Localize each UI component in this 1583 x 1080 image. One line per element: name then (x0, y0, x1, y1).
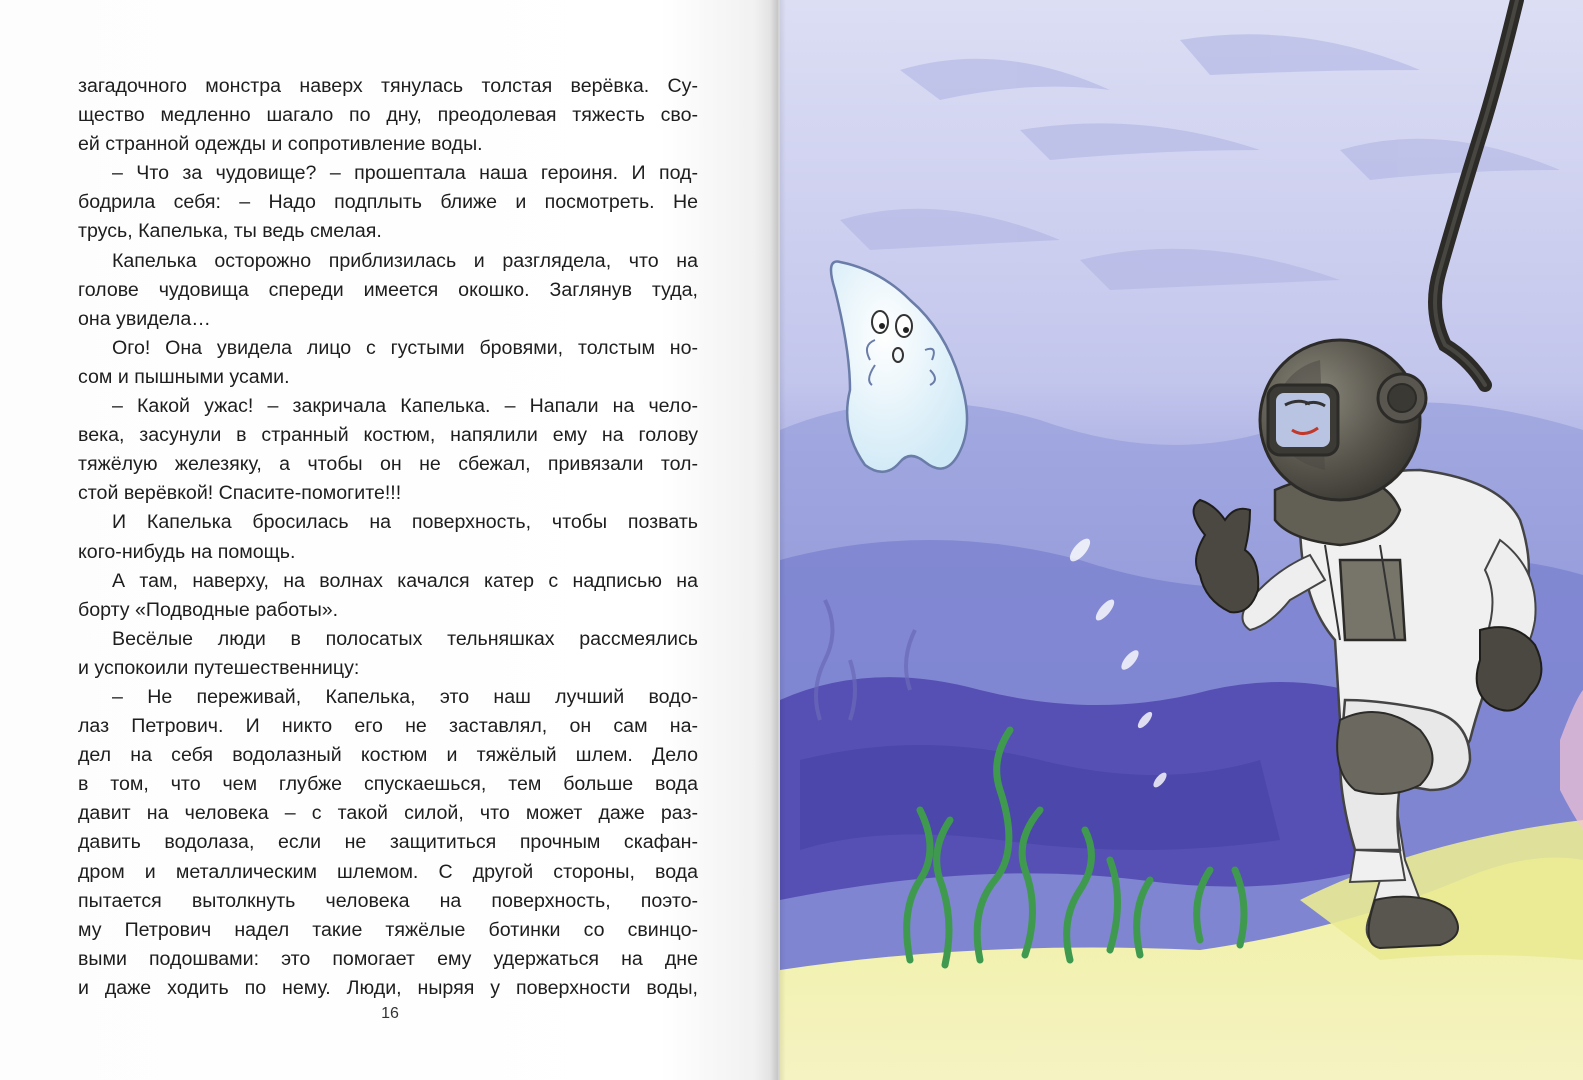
text-line: стой верёвкой! Спасите-помогите!!! (78, 482, 402, 505)
text-line: давит на человека – с такой силой, что может даже раз- (78, 802, 698, 825)
text-line: в том, что чем глубже спускаешься, тем больше вода (78, 773, 698, 796)
text-line: борту «Подводные работы». (78, 598, 339, 621)
text-line: бодрила себя: – Надо подплыть ближе и посмотреть. Не (78, 191, 698, 214)
text-line: И Капелька бросилась на поверхность, чтобы позвать (112, 511, 698, 534)
text-line: кого-нибудь на помощь. (78, 540, 296, 563)
text-line: му Петрович надел такие тяжёлые ботинки со свинцо- (78, 918, 698, 941)
text-line: – Не переживай, Капелька, это наш лучший водо- (112, 685, 698, 708)
text-line: и успокоили путешественницу: (78, 656, 360, 679)
text-line: века, засунули в странный костюм, напялили ему на голову (78, 424, 698, 447)
book-gutter (770, 0, 786, 1080)
text-line: ей странной одежды и сопротивление воды. (78, 133, 483, 156)
text-line: – Что за чудовище? – прошептала наша героиня. И под- (112, 162, 698, 185)
page-number: 16 (381, 1005, 399, 1022)
left-page (0, 0, 778, 1080)
text-line: Весёлые люди в полосатых тельняшках рассмеялись (112, 627, 698, 650)
story-text (78, 72, 698, 1003)
text-line: тяжёлую железяку, а чтобы он не сбежал, привязали тол- (78, 453, 698, 476)
text-line: трусь, Капелька, ты ведь смелая. (78, 220, 382, 243)
text-line: дром и металлическим шлемом. С другой стороны, вода (78, 860, 698, 883)
text-line: давить водолаза, если не защититься прочным скафан- (78, 831, 698, 854)
text-line: Капелька осторожно приблизилась и разглядела, что на (112, 249, 698, 272)
text-line: щество медленно шагало по дну, преодолевая тяжесть сво- (78, 104, 698, 127)
text-line: сом и пышными усами. (78, 365, 290, 388)
droplet-eye-right (896, 315, 912, 337)
right-page-illustration (780, 0, 1583, 1080)
text-line: и даже ходить по нему. Люди, ныряя у поверхности воды, (78, 976, 698, 999)
text-line: она увидела… (78, 307, 211, 330)
chest-weight (1340, 560, 1405, 640)
text-line: лаз Петрович. И никто его не заставлял, он сам на- (78, 715, 698, 738)
text-line: Ого! Она увидела лицо с густыми бровями, толстым но- (112, 336, 698, 359)
droplet-eye-left (872, 311, 888, 333)
text-line: загадочного монстра наверх тянулась толстая верёвка. Су- (78, 75, 698, 97)
underwater-illustration (780, 0, 1583, 1080)
text-line: пытается вытолкнуть человека на поверхность, поэто- (78, 889, 698, 912)
text-line: – Какой ужас! – закричала Капелька. – Напали на чело- (112, 395, 698, 418)
text-line: выми подошвами: это помогает ему удержаться на дне (78, 947, 698, 970)
text-line: дел на себя водолазный костюм и тяжёлый шлем. Дело (78, 744, 698, 767)
text-line: голове чудовища спереди имеется окошко. Заглянув туда, (78, 278, 698, 301)
text-line: А там, наверху, на волнах качался катер с надписью на (112, 569, 698, 592)
